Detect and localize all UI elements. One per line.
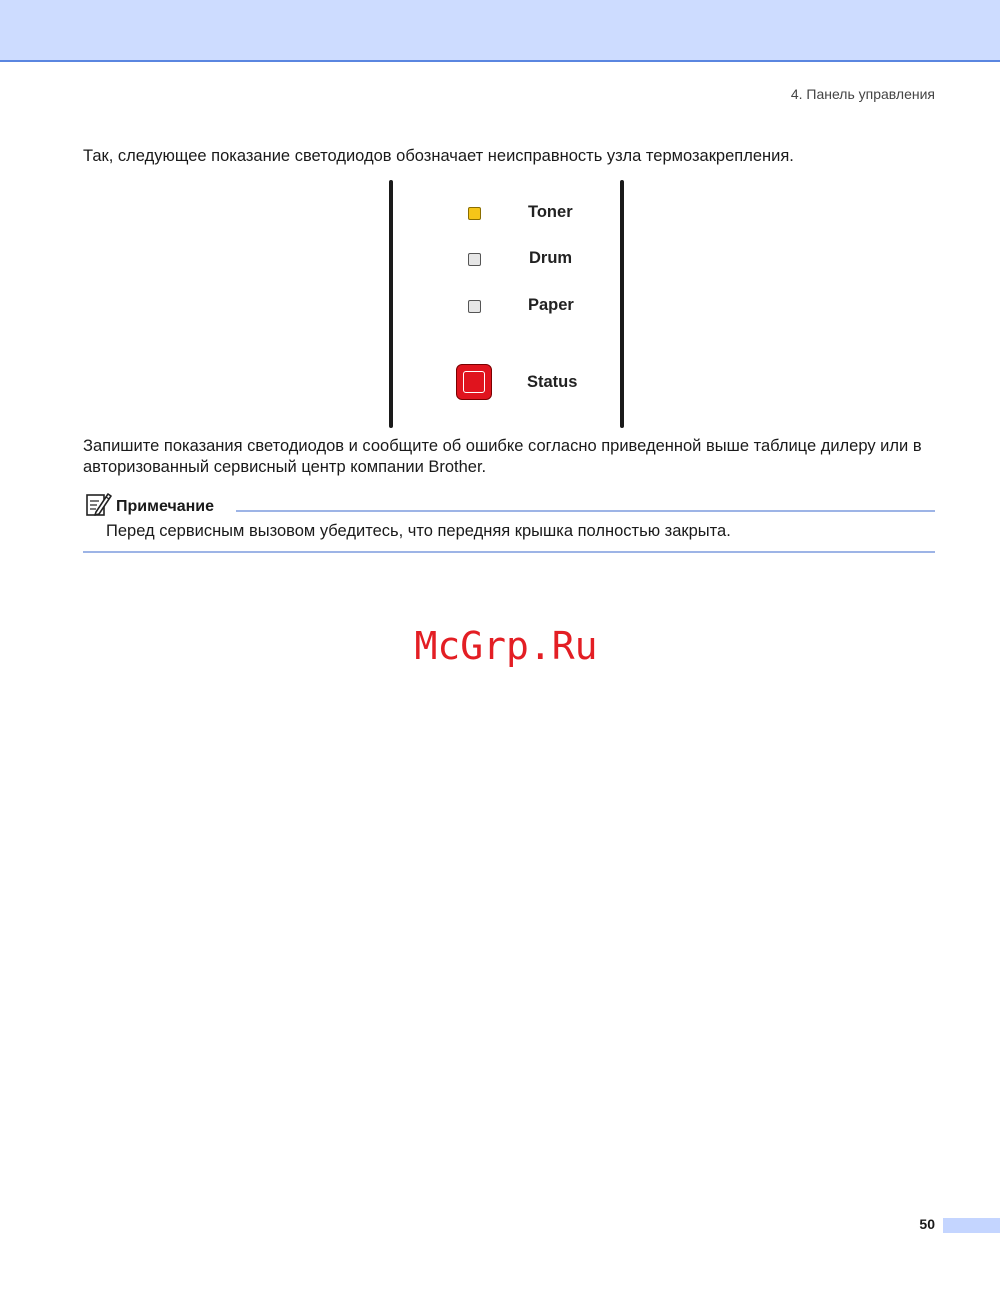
running-header: 4. Панель управления (790, 86, 935, 102)
note-bottom-rule (83, 551, 935, 553)
panel-right-border (620, 180, 624, 428)
toner-led (468, 207, 481, 220)
instruction-paragraph: Запишите показания светодиодов и сообщите об ошибке согласно приведенной выше таблице дилеру или в авторизованный сервисный центр компании Brother. (83, 437, 922, 476)
panel-left-border (389, 180, 393, 428)
top-color-band (0, 0, 1000, 62)
paper-label: Paper (528, 296, 574, 314)
watermark: McGrp.Ru (414, 624, 598, 668)
led-panel-diagram (389, 180, 627, 428)
status-led (456, 364, 492, 400)
note-top-rule (236, 510, 935, 512)
note-pencil-icon (84, 490, 112, 518)
note-body: Перед сервисным вызовом убедитесь, что передняя крышка полностью закрыта. (106, 522, 731, 540)
drum-label: Drum (529, 249, 573, 267)
note-title: Примечание (116, 498, 215, 515)
page-number: 50 (919, 1216, 935, 1232)
status-label: Status (527, 373, 578, 391)
intro-paragraph: Так, следующее показание светодиодов обозначает неисправность узла термозакрепления. (83, 147, 794, 165)
toner-label: Toner (528, 203, 573, 221)
status-led-inner-frame (463, 371, 485, 393)
paper-led (468, 300, 481, 313)
drum-led (468, 253, 481, 266)
page-number-tab (943, 1218, 1000, 1233)
